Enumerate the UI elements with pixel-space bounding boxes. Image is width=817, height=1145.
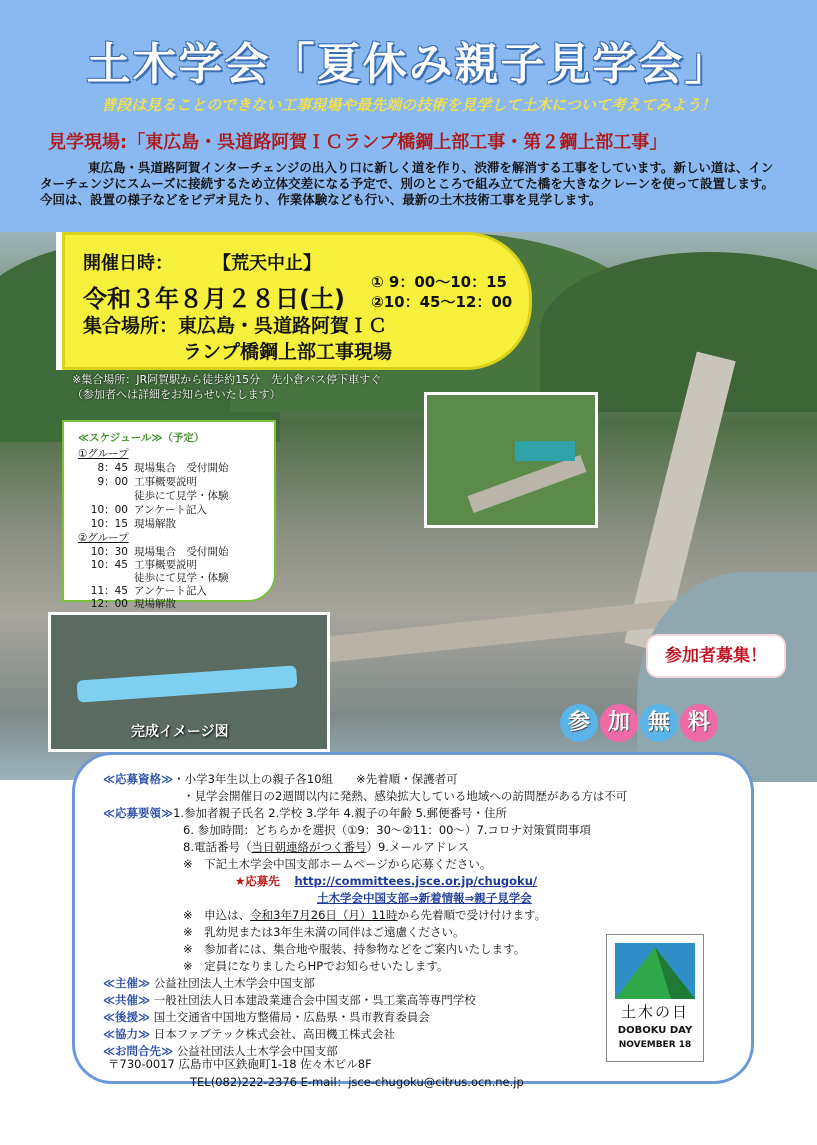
completion-render-image [48, 612, 330, 752]
render-label: 完成イメージ図 [131, 724, 229, 740]
schedule-row: 8：45 現場集合 受付開始 [97, 462, 229, 474]
schedule-row: 徒歩にて見学・体験 [134, 490, 229, 502]
meeting-place: 集合場所：東広島・呉道路阿賀ＩＣ [83, 315, 388, 337]
schedule-box [62, 420, 276, 610]
time-slot-2: ②10：45～12：00 [371, 293, 513, 311]
host-line: ≪主催≫ 公益社団法人土木学会中国支部 [103, 976, 315, 990]
cohost-line: ≪共催≫ 一般社団法人日本建設業連合会中国支部・呉工業高等専門学校 [103, 993, 476, 1007]
tel-email-line: TEL(082)222-2376 E-mail：jsce-chugoku@citrus.ocn.ne.jp [190, 1075, 524, 1089]
date-label: 開催日時： [83, 253, 173, 274]
full-note: ※ 定員になりましたらHPでお知らせいたします。 [183, 959, 449, 973]
free-badge-char: 加 [600, 704, 638, 742]
schedule-title: ≪スケジュール≫（予定） [78, 432, 205, 444]
doboku-day-logo [606, 934, 704, 1062]
logo-mountain-icon [615, 943, 695, 999]
apply-line: ★応募先 http://committees.jsce.or.jp/chugoku/ [235, 874, 538, 888]
group-2-label: ②グループ [78, 532, 129, 544]
apply-url-link[interactable]: http://committees.jsce.or.jp/chugoku/ [294, 874, 538, 888]
construction-inset-photo [424, 392, 598, 528]
event-info-bubble [62, 232, 532, 370]
free-badge-char: 無 [640, 704, 678, 742]
schedule-row: 11：45 アンケート記入 [90, 585, 207, 597]
deadline-note: ※ 申込は、令和3年7月26日（月）11時から先着順で受け付けます。 [183, 908, 547, 922]
schedule-row: 10：45 工事概要説明 [90, 559, 197, 571]
logo-date-text: NOVEMBER 18 [618, 1040, 692, 1050]
address-line: 〒730-0017 広島市中区鉄砲町1-18 佐々木ビル8F [108, 1057, 372, 1071]
logo-en-text: DOBOKU DAY [617, 1025, 693, 1036]
event-date: 令和３年８月２８日(土) [83, 285, 345, 313]
group-1-label: ①グループ [78, 448, 129, 460]
subtitle: 普段は見ることのできない工事現場や最先端の技術を見学して土木について考えてみよう！ [101, 96, 716, 114]
meeting-place-line2: ランプ橋鋼上部工事現場 [183, 341, 393, 363]
requirements-line-2: 6. 参加時間：どちらかを選択（①9：30～②11：00～）7.コロナ対策質問事項 [183, 823, 591, 837]
logo-jp-text: 土木の日 [620, 1003, 689, 1021]
requirements-line-3: 8.電話番号（当日朝連絡がつく番号）9.メールアドレス [183, 840, 469, 854]
eligibility-line: ≪応募資格≫・小学3年生以上の親子各10組 ※先着順・保護者可 [103, 772, 458, 786]
schedule-row: 9：00 工事概要説明 [97, 476, 197, 488]
access-note: ※集合場所：JR阿賀駅から徒歩約15分 先小倉バス停下車すぐ （参加者へは詳細をお知らせいたします） [72, 373, 382, 401]
time-slot-1: ① 9：00～10：15 [371, 273, 507, 291]
cooperation-line: ≪協力≫ 日本ファブテック株式会社、高田機工株式会社 [103, 1027, 396, 1041]
apply-path: 土木学会中国支部⇒新着情報⇒親子見学会 [317, 891, 532, 905]
eligibility-line-2: ・見学会開催日の2週間以内に発熱、感染拡大している地域への訪問歴がある方は不可 [183, 789, 628, 803]
contact-line: ≪お問合先≫ 公益社団法人土木学会中国支部 [103, 1044, 338, 1058]
guide-note: ※ 参加者には、集合地や服装、持参物などをご案内いたします。 [183, 942, 526, 956]
schedule-row: 10：30 現場集合 受付開始 [90, 546, 229, 558]
requirements-line: ≪応募要領≫1.参加者親子氏名 2.学校 3.学年 4.親子の年齢 5.郵便番号・住所 [103, 806, 508, 820]
site-name: 見学現場:「東広島・呉道路阿賀ＩＣランプ橋鋼上部工事・第２鋼上部工事」 [48, 132, 668, 153]
support-line: ≪後援≫ 国土交通省中国地方整備局・広島県・呉市教育委員会 [103, 1010, 430, 1024]
schedule-row: 徒歩にて見学・体験 [134, 572, 229, 584]
free-badge-char: 料 [680, 704, 718, 742]
schedule-row: 10：15 現場解散 [90, 518, 176, 530]
free-badge-char: 参 [560, 704, 598, 742]
description: 東広島・呉道路阿賀インターチェンジの出入り口に新しく道を作り、渋滞を解消する工事をしています。新しい道は、インターチェンジにスムーズに接続するため立体交差になる予定で、別のところで組み立てた橋を大きなクレーンを使って設置します。今回は、設置の様子などをビデオ見たり、作業体験なども行い、最新の土木技術工事を見学します。 [40, 160, 774, 207]
schedule-row: 12：00 現場解散 [90, 598, 176, 610]
recruit-badge: 参加者募集！ [648, 636, 784, 676]
header-panel [0, 0, 817, 232]
infant-note: ※ 乳幼児または3年生未満の同伴はご遠慮ください。 [183, 925, 465, 939]
hp-note: ※ 下記土木学会中国支部ホームページから応募ください。 [183, 857, 492, 871]
schedule-row: 10：00 アンケート記入 [90, 504, 207, 516]
rain-cancel-note: 【荒天中止】 [213, 253, 321, 274]
page-title: 土木学会「夏休み親子見学会」 [86, 39, 731, 90]
